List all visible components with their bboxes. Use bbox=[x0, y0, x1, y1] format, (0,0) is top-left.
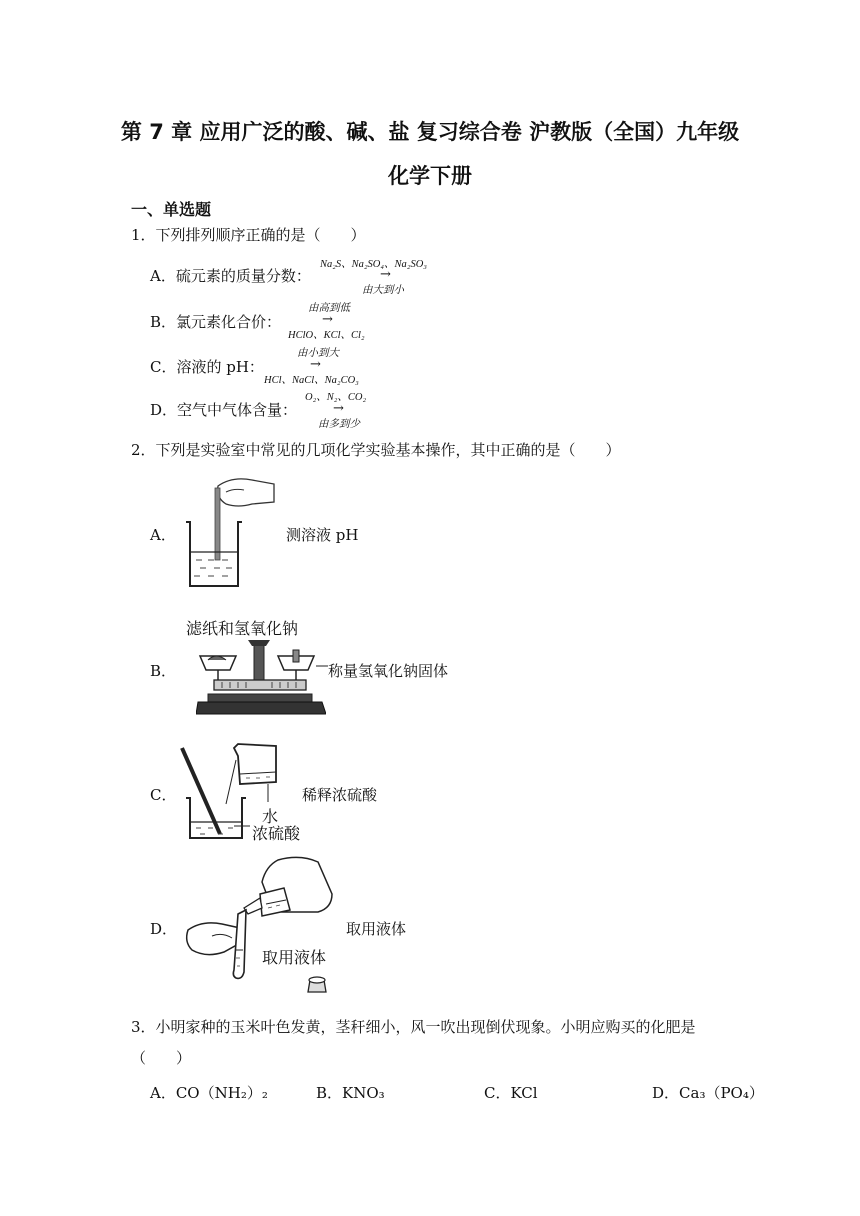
q2-option-c-caption: 稀释浓硫酸 bbox=[302, 786, 378, 804]
page-title-line2: 化学下册 bbox=[388, 164, 472, 188]
q1-option-a-top: Na₂S、Na₂SO₄、Na₂SO₃ bbox=[320, 259, 427, 270]
q2-option-a-caption: 测溶液 pH bbox=[286, 526, 359, 544]
q2-option-a-label: A． bbox=[150, 526, 176, 544]
q2-c-acid-label: 浓硫酸 bbox=[252, 824, 301, 843]
q3-option-a: A．CO（NH₂）₂ bbox=[150, 1084, 268, 1102]
question-1-stem: 1．下列排列顺序正确的是（ ） bbox=[131, 226, 366, 244]
q1-option-a-label: A．硫元素的质量分数： bbox=[150, 267, 311, 285]
q1-option-b-arrow: → bbox=[322, 312, 333, 327]
q2-option-b-label: B． bbox=[150, 662, 177, 680]
q1-option-c-bottom: HCl、NaCl、Na₂CO₃ bbox=[264, 375, 359, 386]
q1-option-c-arrow: → bbox=[310, 357, 321, 372]
q2-option-b-caption: 称量氢氧化钠固体 bbox=[328, 662, 449, 680]
pour-liquid-illustration bbox=[182, 854, 338, 1000]
q1-option-a-bottom: 由大到小 bbox=[362, 285, 404, 296]
q2-option-d-caption: 取用液体 bbox=[346, 920, 407, 938]
q2-c-water-label: 水 bbox=[262, 807, 279, 826]
q2-option-c-label: C． bbox=[150, 786, 177, 804]
q1-option-d-label: D．空气中气体含量： bbox=[150, 401, 298, 419]
q3-option-b: B．KNO₃ bbox=[316, 1084, 385, 1102]
q3-option-c: C．KCl bbox=[484, 1084, 538, 1102]
q1-option-d-bottom: 由多到少 bbox=[318, 419, 360, 430]
question-2-stem: 2．下列是实验室中常见的几项化学实验基本操作，其中正确的是（ ） bbox=[131, 441, 621, 459]
q3-option-d: D．Ca₃（PO₄） bbox=[652, 1084, 764, 1102]
section-heading: 一、单选题 bbox=[131, 200, 212, 219]
q2-d-figure-label: 取用液体 bbox=[262, 948, 327, 967]
q1-option-d-top: O₂、N₂、CO₂ bbox=[305, 392, 367, 403]
q1-option-c-label: C．溶液的 pH： bbox=[150, 358, 264, 376]
q1-option-b-label: B．氯元素化合价： bbox=[150, 313, 282, 331]
q1-option-d-arrow: → bbox=[333, 401, 344, 416]
q2-option-d-label: D． bbox=[150, 920, 178, 938]
ph-test-illustration bbox=[182, 476, 282, 592]
q2-b-figure-label: 滤纸和氢氧化钠 bbox=[186, 619, 299, 638]
q1-option-b-top: 由高到低 bbox=[308, 303, 350, 314]
question-3-stem: 3．小明家种的玉米叶色发黄，茎秆细小，风一吹出现倒伏现象。小明应购买的化肥是 bbox=[131, 1018, 696, 1036]
page-title: 第 7 章 应用广泛的酸、碱、盐 复习综合卷 沪教版（全国）九年级 bbox=[120, 120, 740, 144]
q1-option-a-arrow: → bbox=[380, 267, 391, 282]
balance-scale-illustration bbox=[196, 636, 326, 720]
q1-option-c-top: 由小到大 bbox=[297, 348, 339, 359]
q1-option-b-bottom: HClO、KCl、Cl₂ bbox=[288, 330, 365, 341]
question-3-stem-line2: （ ） bbox=[131, 1049, 192, 1067]
